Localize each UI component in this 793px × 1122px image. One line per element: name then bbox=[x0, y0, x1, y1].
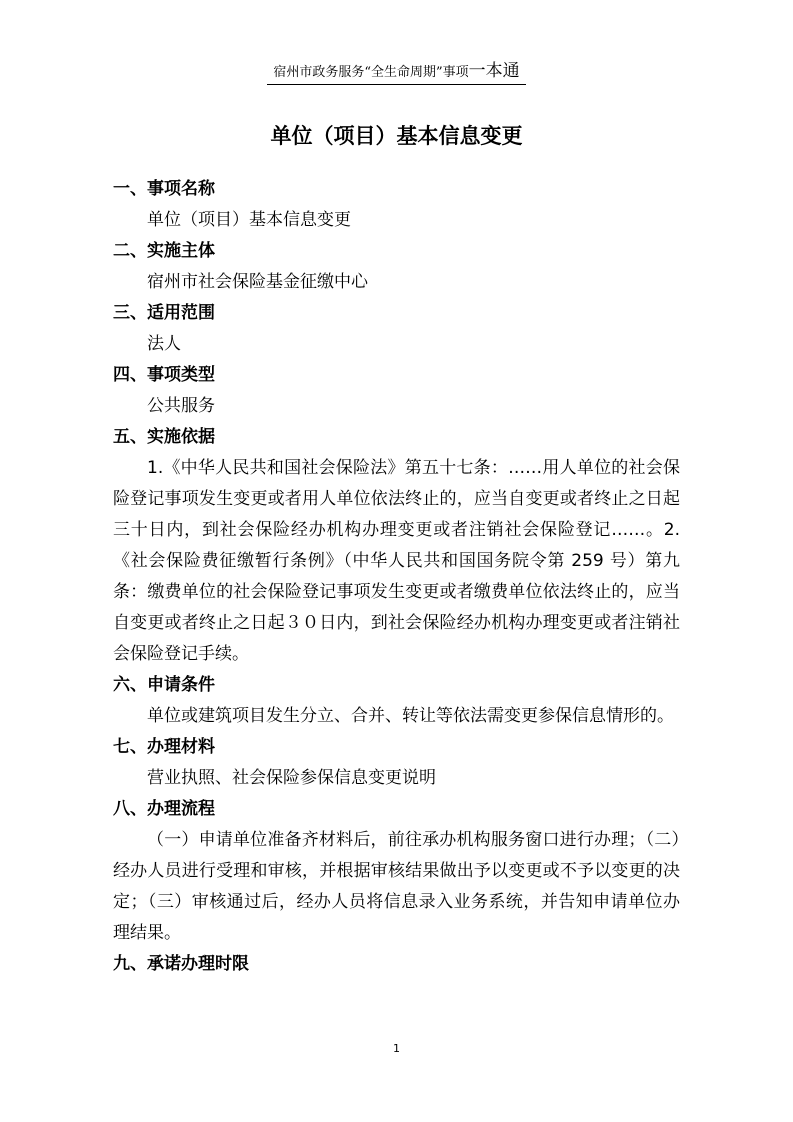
section-body-type: 公共服务 bbox=[147, 396, 215, 416]
section-body-materials: 营业执照、社会保险参保信息变更说明 bbox=[147, 768, 436, 788]
section-body-subject: 宿州市社会保险基金征缴中心 bbox=[147, 272, 368, 292]
header-small-text: 宿州市政务服务“全生命周期”事项 bbox=[273, 65, 469, 80]
section-heading-name: 一、事项名称 bbox=[113, 179, 215, 199]
section-heading-time-limit: 九、承诺办理时限 bbox=[113, 954, 249, 974]
section-heading-process: 八、办理流程 bbox=[113, 799, 215, 819]
section-body-conditions: 单位或建筑项目发生分立、合并、转让等依法需变更参保信息情形的。 bbox=[147, 706, 674, 726]
section-heading-basis: 五、实施依据 bbox=[113, 427, 215, 447]
section-body-name: 单位（项目）基本信息变更 bbox=[147, 210, 351, 230]
running-header bbox=[0, 62, 793, 85]
section-heading-materials: 七、办理材料 bbox=[113, 737, 215, 757]
section-heading-type: 四、事项类型 bbox=[113, 365, 215, 385]
document-body bbox=[113, 174, 680, 980]
section-heading-conditions: 六、申请条件 bbox=[113, 675, 215, 695]
header-large-text: 一本通 bbox=[468, 61, 520, 81]
section-heading-subject: 二、实施主体 bbox=[113, 241, 215, 261]
section-heading-scope: 三、适用范围 bbox=[113, 303, 215, 323]
document-title: 单位（项目）基本信息变更 bbox=[270, 124, 523, 148]
section-body-process: （一）申请单位准备齐材料后，前往承办机构服务窗口进行办理；（二）经办人员进行受理和审核，并根据审核结果做出予以变更或不予以变更的决定；（三）审核通过后，经办人员将信息录入业务系统，并告知申请单位办理结果。 bbox=[113, 830, 680, 943]
section-body-scope: 法人 bbox=[147, 334, 181, 354]
section-body-basis: 1.《中华人民共和国社会保险法》第五十七条：……用人单位的社会保险登记事项发生变更或者用人单位依法终止的，应当自变更或者终止之日起三十日内，到社会保险经办机构办理变更或者注销社会保险登记……。2.《社会保险费征缴暂行条例》（中华人民共和国国务院令第 259 号）第九条：缴费单位的社会保险登记事项发生变更或者缴费单位依法终止的，应当自变更或者终止之日起３０日内，到社会保险经办机构办理变更或者注销社会保险登记手续。 bbox=[113, 458, 680, 664]
page-number: 1 bbox=[393, 1042, 400, 1055]
running-header-text bbox=[267, 62, 525, 85]
